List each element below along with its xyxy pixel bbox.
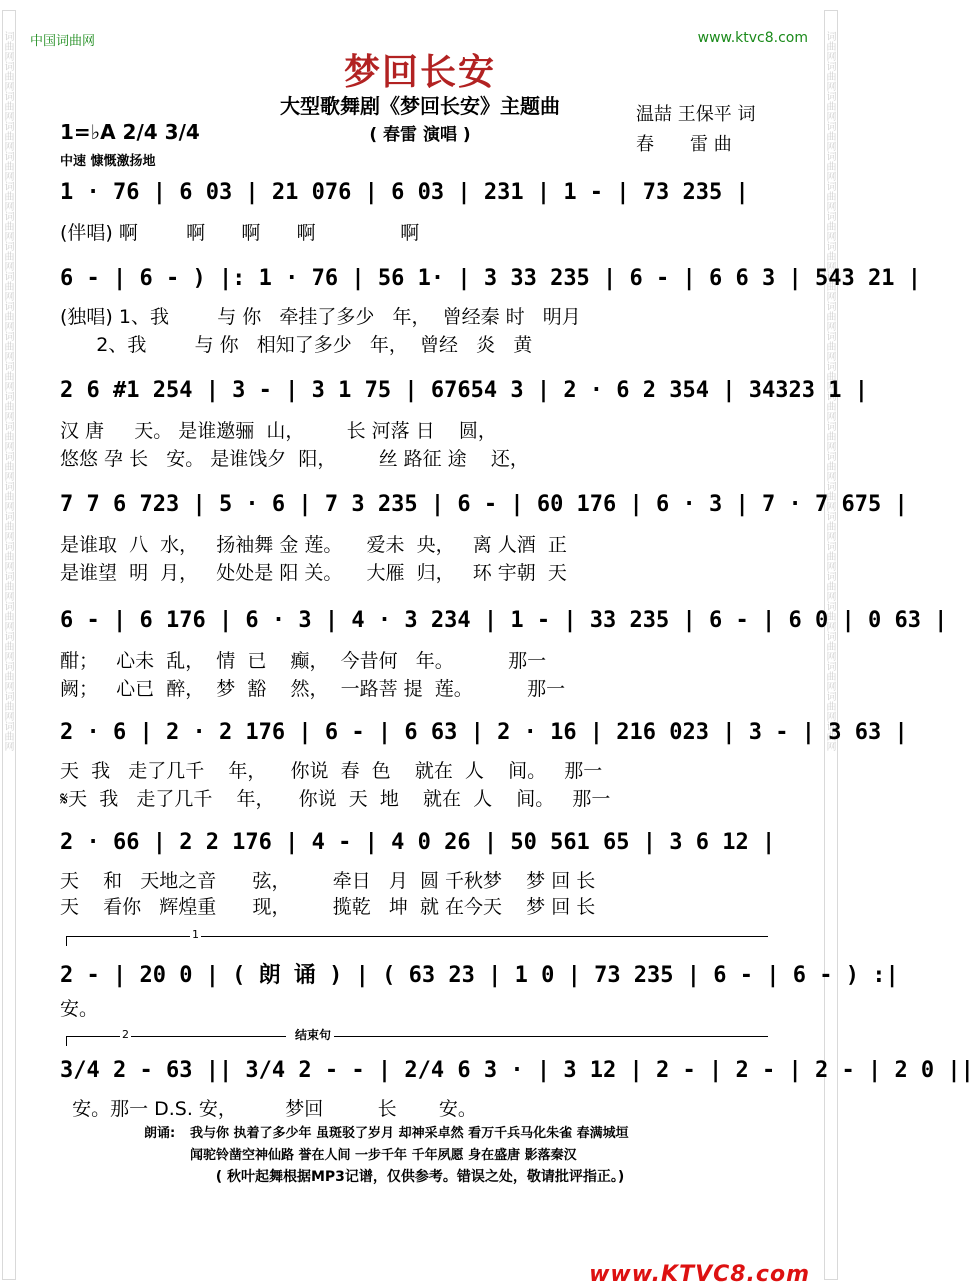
song-title: 梦回长安 xyxy=(343,52,496,93)
score-row-5-lyrics-verse2: 阙； 心已 醉， 梦 豁 然， 一路菩 提 莲。 那一 xyxy=(60,678,566,700)
score-row-6-notes: 2 · 6 | 2 · 2 176 | 6 - | 6 63 | 2 · 16 | 216 023 | 3 - | 3 63 | xyxy=(60,720,908,745)
left-watermark-strip xyxy=(2,10,16,1280)
lyricist-credit: 温喆 王保平 词 xyxy=(636,104,756,125)
volta-2-bracket xyxy=(66,1036,286,1037)
right-watermark-text: 词曲网词曲网词曲网词曲网词曲网词曲网词曲网词曲网词曲网词曲网词曲网词曲网词曲网词曲网词曲网词曲网词曲网词曲网词曲网词曲网词曲网词曲网词曲网词曲网 xyxy=(824,31,835,751)
score-row-8-notes: 2 - | 20 0 | ( 朗 诵 ) | ( 63 23 | 1 0 | 73 235 | 6 - | 6 - ) :| xyxy=(60,963,899,988)
ending-label: 结束句 xyxy=(292,1026,334,1043)
volta-2-left-tick xyxy=(66,1036,67,1046)
singer-credit: ( 春雷 演唱 ) xyxy=(369,125,471,145)
score-row-4-lyrics-verse2: 是谁望 明 月， 处处是 阳 关。 大雁 归， 环 宇朝 天 xyxy=(60,562,567,584)
site-url-right[interactable]: www.ktvc8.com xyxy=(697,30,808,46)
score-row-7-lyrics-verse1: 天 和 天地之音 弦， 牵日 月 圆 千秋梦 梦 回 长 xyxy=(60,870,596,892)
tempo-marking: 中速 慷慨激扬地 xyxy=(60,154,156,169)
left-watermark-text: 词曲网词曲网词曲网词曲网词曲网词曲网词曲网词曲网词曲网词曲网词曲网词曲网词曲网词曲网词曲网词曲网词曲网词曲网词曲网词曲网词曲网词曲网词曲网词曲网 xyxy=(2,31,13,751)
score-row-3-lyrics-verse2: 悠悠 孕 长 安。 是谁饯夕 阳， 丝 路征 途 还， xyxy=(60,448,529,470)
score-row-3-lyrics-verse1: 汉 唐 天。 是谁邀骊 山， 长 河落 日 圆， xyxy=(60,420,497,442)
score-row-2-notes: 6 - | 6 - ) |: 1 · 76 | 56 1· | 3 33 235 | 6 - | 6 6 3 | 543 21 | xyxy=(60,266,921,291)
score-row-5-lyrics-verse1: 酣； 心未 乱， 情 已 癫， 今昔何 年。 那一 xyxy=(60,650,547,672)
score-row-9-lyrics: 安。那一 D.S. 安， 梦回 长 安。 xyxy=(60,1098,477,1120)
score-row-5-notes: 6 - | 6 176 | 6 · 3 | 4 · 3 234 | 1 - | 33 235 | 6 - | 6 0 | 0 63 | xyxy=(60,608,948,633)
site-name-left[interactable]: 中国词曲网 xyxy=(30,34,96,49)
recitation-line-2: 闻驼铃凿空神仙路 誉在人间 一步千年 千年夙愿 身在盛唐 影落秦汉 xyxy=(190,1148,577,1163)
score-row-7-lyrics-verse2: 天 看你 辉煌重 现， 揽乾 坤 就 在今天 梦 回 长 xyxy=(60,896,596,918)
score-row-1-lyrics: (伴唱) 啊 啊 啊 啊 啊 xyxy=(60,222,420,244)
score-row-2-lyrics-verse1: (独唱) 1、我 与 你 牵挂了多少 年， 曾经秦 时 明月 xyxy=(60,306,581,328)
bottom-site-logo[interactable]: www.KTVC8.com xyxy=(589,1262,810,1287)
score-row-6-lyrics-verse1: 天 我 走了几千 年， 你说 春 色 就在 人 间。 那一 xyxy=(60,760,603,782)
score-row-6-lyrics-verse2: 𝄋天 我 走了几千 年， 你说 天 地 就在 人 间。 那一 xyxy=(60,788,611,810)
score-row-2-lyrics-verse2: 2、我 与 你 相知了多少 年， 曾经 炎 黄 xyxy=(60,334,533,356)
volta-2-number: 2 xyxy=(122,1028,129,1041)
key-signature: 1=♭A 2/4 3/4 xyxy=(60,120,200,144)
ending-bracket xyxy=(292,1036,768,1037)
score-row-8-lyrics: 安。 xyxy=(60,998,99,1020)
volta-1-number: 1 xyxy=(192,928,199,941)
recitation-line-1: 我与你 执着了多少年 虽斑驳了岁月 却神采卓然 看万千兵马化朱雀 春满城垣 xyxy=(190,1126,629,1141)
transcription-note: ( 秋叶起舞根据MP3记谱，仅供参考。错误之处，敬请批评指正。) xyxy=(215,1169,625,1185)
score-row-1-notes: 1 · 76 | 6 03 | 21 076 | 6 03 | 231 | 1 - | 73 235 | xyxy=(60,180,749,205)
composer-credit: 春 雷 曲 xyxy=(636,134,732,155)
volta-1-bracket xyxy=(66,936,768,937)
score-row-9-notes: 3/4 2 - 63 || 3/4 2 - - | 2/4 6 3 · | 3 12 | 2 - | 2 - | 2 - | 2 0 || xyxy=(60,1058,974,1083)
score-row-4-lyrics-verse1: 是谁取 八 水， 扬袖舞 金 莲。 爱未 央， 离 人酒 正 xyxy=(60,534,567,556)
score-row-7-notes: 2 · 66 | 2 2 176 | 4 - | 4 0 26 | 50 561 65 | 3 6 12 | xyxy=(60,830,776,855)
right-watermark-strip xyxy=(824,10,838,1280)
score-row-3-notes: 2 6 #1 254 | 3 - | 3 1 75 | 67654 3 | 2 · 6 2 354 | 34323 1 | xyxy=(60,378,868,403)
recitation-label: 朗诵: xyxy=(144,1126,176,1141)
score-row-4-notes: 7 7 6 723 | 5 · 6 | 7 3 235 | 6 - | 60 176 | 6 · 3 | 7 · 7 675 | xyxy=(60,492,908,517)
song-subtitle: 大型歌舞剧《梦回长安》主题曲 xyxy=(280,94,560,118)
volta-1-left-tick xyxy=(66,936,67,946)
